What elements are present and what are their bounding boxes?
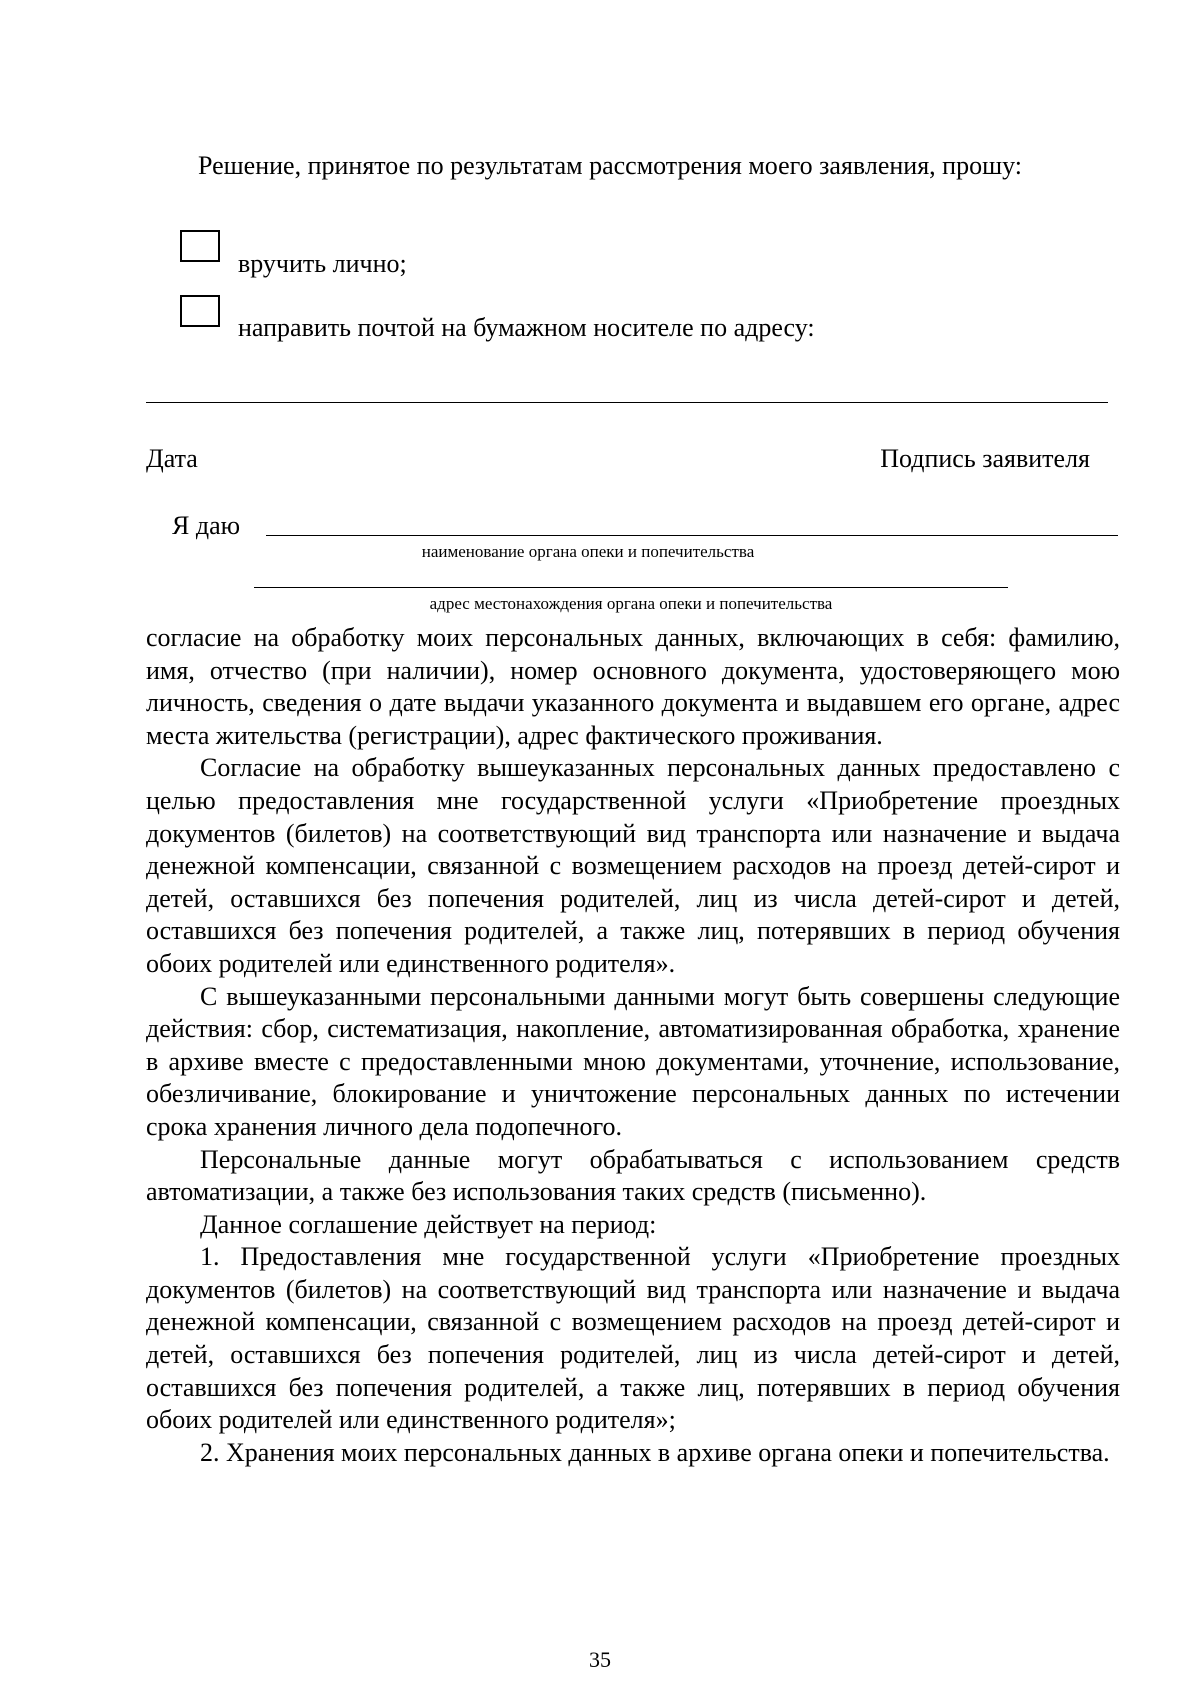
consent-paragraph-5: Данное соглашение действует на период: [200, 1209, 657, 1239]
option-label-in-person: вручить лично; [238, 249, 407, 278]
address-blank-line[interactable] [146, 402, 1108, 403]
option-label-by-mail: направить почтой на бумажном носителе по адресу: [238, 313, 815, 342]
consent-paragraph-4: Персональные данные могут обрабатываться с использованием средств автоматизации, а также без использования таких средств (письменно). [146, 1144, 1120, 1207]
caption-organ-address: адрес местонахождения органа опеки и попечительства [429, 594, 833, 613]
page-number: 35 [589, 1647, 611, 1672]
checkbox-deliver-in-person[interactable] [180, 230, 220, 262]
consent-paragraph-7: 2. Хранения моих персональных данных в архиве органа опеки и попечительства. [200, 1437, 1110, 1467]
delivery-intro: Решение, принятое по результатам рассмотрения моего заявления, прошу: [198, 151, 1022, 180]
consent-paragraph-6: 1. Предоставления мне государственной услуги «Приобретение проездных документов (билетов) на соответствующий вид транспорта или назначение и выдача денежной компенсации, связанной с возмещением расходов на проезд детей-сирот и детей, оставшихся без попечения родителей, лиц из числа детей-сирот и детей, оставшихся без попечения родителей, а также лиц, потерявших в период обучения обоих родителей или единственного родителя»; [146, 1242, 1120, 1435]
consent-lead: Я даю [172, 511, 241, 540]
consent-paragraph-1: согласие на обработку моих персональных данных, включающих в себя: фамилию, имя, отчество (при наличии), номер основного документа, удостоверяющего мою личность, сведения о дате выдачи указанного документа и выдавшем его органе, адрес места жительства (регистрации), адрес фактического проживания. [146, 623, 1120, 750]
consent-body [146, 622, 1120, 1469]
signature-label: Подпись заявителя [880, 444, 1090, 473]
consent-paragraph-2: Согласие на обработку вышеуказанных персональных данных предоставлено с целью предоставления мне государственной услуги «Приобретение проездных документов (билетов) на соответствующий вид транспорта или назначение и выдача денежной компенсации, связанной с возмещением расходов на проезд детей-сирот и детей, оставшихся без попечения родителей, лиц из числа детей-сирот и детей, оставшихся без попечения родителей, а также лиц, потерявших в период обучения обоих родителей или единственного родителя». [146, 753, 1120, 978]
organ-address-blank-line[interactable] [254, 587, 1008, 588]
organ-name-blank-line[interactable] [266, 535, 1118, 536]
checkbox-send-by-mail[interactable] [180, 295, 220, 327]
date-label: Дата [146, 444, 198, 473]
caption-organ-name: наименование органа опеки и попечительства [421, 542, 755, 561]
consent-paragraph-3: С вышеуказанными персональными данными могут быть совершены следующие действия: сбор, систематизация, накопление, автоматизированная обработка, хранение в архиве вместе с предоставленными мною документами, уточнение, использование, обезличивание, блокирование и уничтожение персональных данных по истечении срока хранения личного дела подопечного. [146, 981, 1120, 1141]
